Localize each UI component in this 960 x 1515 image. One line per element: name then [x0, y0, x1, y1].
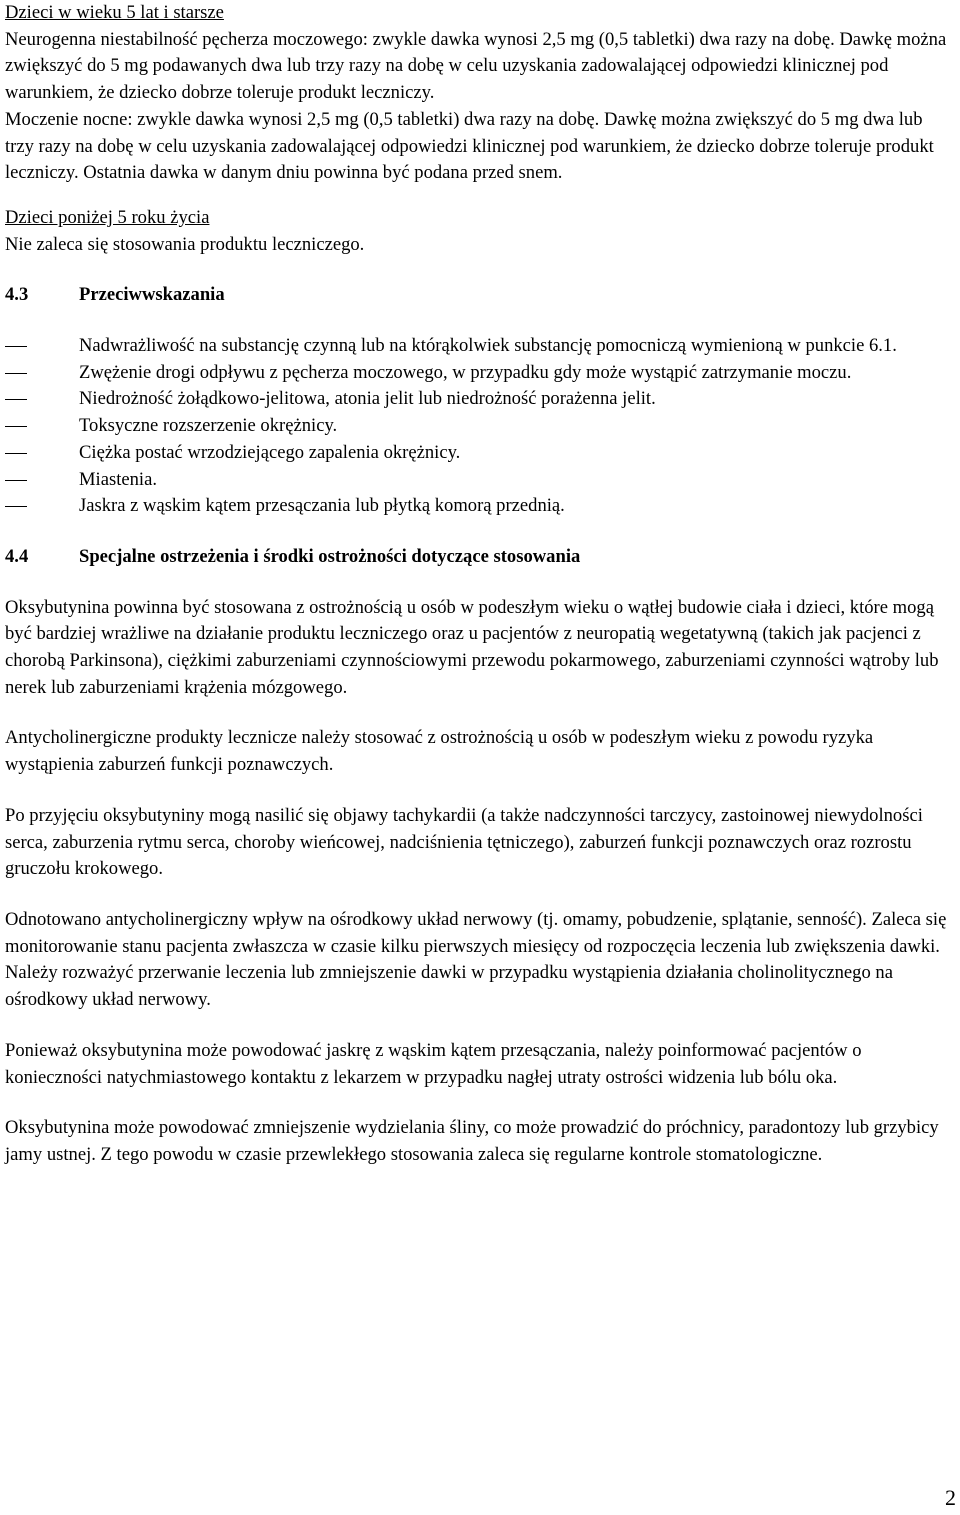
list-item-text: Zwężenie drogi odpływu z pęcherza moczowego, w przypadku gdy może wystąpić zatrzymanie moczu.: [79, 361, 852, 383]
list-item-text: Jaskra z wąskim kątem przesączania lub płytką komorą przednią.: [79, 495, 565, 517]
paragraph: Ponieważ oksybutynina może powodować jaskrę z wąskim kątem przesączania, należy poinformować pacjentów o konieczności natychmiastowego kontaktu z lekarzem w przypadku nagłej utraty ostrości widzenia lub bólu oka.: [5, 1039, 862, 1088]
list-item: [5, 333, 955, 360]
dash-bullet: [5, 399, 27, 400]
list-item: [5, 413, 955, 440]
list-item: [5, 493, 955, 520]
dash-bullet: [5, 480, 27, 481]
list-item: [5, 467, 955, 494]
list-item: [5, 440, 955, 467]
list-item-text: Nadwrażliwość na substancję czynną lub na którąkolwiek substancję pomocniczą wymienioną w punkcie 6.1.: [79, 335, 897, 357]
nocturnal-dosing-text: Moczenie nocne: zwykle dawka wynosi 2,5 mg (0,5 tabletki) dwa razy na dobę. Dawkę można zwiększyć do 5 mg dwa lub trzy razy na dobę w celu uzyskania zadowalającej odpowiedzi klinicznej pod warunkiem, że dziecko dobrze toleruje produkt leczniczy. Ostatnia dawka w danym dniu powinna być podana przed snem.: [5, 108, 934, 184]
paragraph: Oksybutynina powinna być stosowana z ostrożnością u osób w podeszłym wieku o wątłej budowie ciała i dzieci, które mogą być bardziej wrażliwe na działanie produktu leczniczego oraz u pacjentów z neuropatią wegetatywną (takich jak pacjenci z chorobą Parkinsona), ciężkimi zaburzeniami czynnościowymi przewodu pokarmowego, zaburzeniami czynności wątroby lub nerek lub zaburzeniami krążenia mózgowego.: [5, 596, 939, 698]
dash-bullet: [5, 426, 27, 427]
neurogenic-dosing-text: Neurogenna niestabilność pęcherza moczowego: zwykle dawka wynosi 2,5 mg (0,5 tabletki) dwa razy na dobę. Dawkę można zwiększyć do 5 mg podawanych dwa lub trzy razy na dobę w celu uzyskania zadowalającej odpowiedzi klinicznej pod warunkiem, że dziecko dobrze toleruje produkt leczniczy.: [5, 28, 947, 104]
paragraph: Antycholinergiczne produkty lecznicze należy stosować z ostrożnością u osób w podeszłym wieku z powodu ryzyka wystąpienia zaburzeń funkcji poznawczych.: [5, 727, 874, 776]
section-number: 4.4: [5, 545, 29, 567]
page-number: 2: [945, 1485, 956, 1510]
section-title: Specjalne ostrzeżenia i środki ostrożności dotyczące stosowania: [79, 545, 581, 567]
list-item-text: Toksyczne rozszerzenie okrężnicy.: [79, 415, 338, 437]
paragraph: Po przyjęciu oksybutyniny mogą nasilić się objawy tachykardii (a także nadczynności tarczycy, zastoinowej niewydolności serca, zaburzenia rytmu serca, choroby wieńcowej, nadciśnienia tętniczego), zaburzeń funkcji poznawczych oraz rozrostu gruczołu krokowego.: [5, 804, 923, 880]
section-4-3-heading: [5, 282, 955, 309]
list-item: [5, 360, 955, 387]
section-number: 4.3: [5, 284, 29, 306]
list-item: [5, 386, 955, 413]
section-4-4-heading: [5, 544, 955, 571]
paragraph: Odnotowano antycholinergiczny wpływ na ośrodkowy układ nerwowy (tj. omamy, pobudzenie, splątanie, senność). Zaleca się monitorowanie stanu pacjenta zwłaszcza w czasie kilku pierwszych miesięcy od rozpoczęcia leczenia lub zwiększenia dawki. Należy rozważyć przerwanie leczenia lub zmniejszenie dawki w przypadku wystąpienia działania cholinolitycznego na ośrodkowy układ nerwowy.: [5, 908, 947, 1011]
list-item-text: Niedrożność żołądkowo-jelitowa, atonia jelit lub niedrożność porażenna jelit.: [79, 388, 656, 410]
list-item-text: Ciężka postać wrzodziejącego zapalenia okrężnicy.: [79, 441, 461, 463]
contraindications-list: [5, 333, 955, 520]
dash-bullet: [5, 373, 27, 374]
dash-bullet: [5, 453, 27, 454]
paragraph: Oksybutynina może powodować zmniejszenie wydzielania śliny, co może prowadzić do próchnicy, paradontozy lub grzybicy jamy ustnej. Z tego powodu w czasie przewlekłego stosowania zaleca się regularne kontrole stomatologiczne.: [5, 1117, 939, 1165]
dash-bullet: [5, 506, 27, 507]
dash-bullet: [5, 346, 27, 347]
children-5-plus-heading: Dzieci w wieku 5 lat i starsze: [5, 2, 224, 23]
list-item-text: Miastenia.: [79, 468, 157, 490]
document-page: [5, 0, 955, 1169]
section-title: Przeciwwskazania: [79, 284, 225, 306]
children-under-5-heading: Dzieci poniżej 5 roku życia: [5, 206, 210, 228]
children-under-5-text: Nie zaleca się stosowania produktu leczniczego.: [5, 233, 365, 255]
